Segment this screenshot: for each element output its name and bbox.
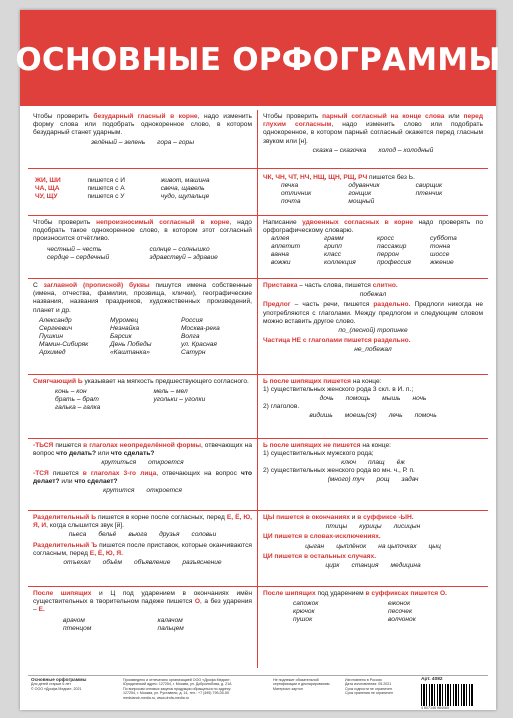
title-banner [15,10,501,106]
word: тонна [430,243,451,251]
highlight: слитно. [372,282,398,289]
example: ключ [341,459,357,467]
highlight: парный согласный на конце слова [322,113,445,120]
word: профессия [377,259,411,267]
highlight: в окончаниях [303,514,350,521]
highlight: Е, Ё, Ю, Я, И [33,514,252,530]
footer-text: Произведено и отпечатано организацией ООО «Дрофа Медиа». [123,678,231,682]
table-row [33,177,252,185]
footer-text: 127254, г. Москва, ул. Руставели, д. 14, тел.: +7 (495) 795-05-50 [123,691,229,696]
word: угольки – уголки [153,396,206,404]
text: пишутся имена собственные (имена, отчества, фамилии, прозвища, клички), географические названия, названия праздников, художественных произведений, планет и др. [33,282,253,314]
rule-silent-consonant [28,216,258,278]
word: коллекция [324,259,356,267]
text: надо проверять по орфографическому словарю. [263,219,483,235]
highlight: Разделительный Ъ [33,541,98,549]
word-list [263,600,483,624]
rule-no-soft-sign-after-sibilants [258,439,488,510]
word: Пушкин [39,332,63,340]
text: Предлоги никогда не употребляются с глаголами. Между предлогом и следующим словом можно вставить другое слово. [263,301,483,325]
rule-o-in-suffixes [258,587,488,668]
example: соловьи [191,531,217,539]
highlight: -ТСЯ [33,469,49,477]
example: гора – горы [157,138,195,146]
rule-tsi [263,553,483,561]
example: не_побежал [354,346,392,354]
text: на конце: [360,442,391,449]
example: цирк [325,562,340,570]
row-2 [28,168,488,215]
word: свирщик [415,182,443,190]
cell: чудо, щупальце [160,193,210,201]
word: «Каштанка» [110,348,150,356]
row-8 [28,586,488,668]
highlight: Ь после шипящих не пишется [263,442,361,449]
example: друзья [159,531,180,539]
word: печка [281,182,299,190]
word: ванна [271,251,289,259]
word: Мамин-Сибиряк [39,340,89,348]
highlight: Ь после шипящих пишется [263,378,352,385]
example: цыплёнок [336,542,367,550]
text: – часть слова, пишется [297,282,373,289]
highlight: в суффиксе -ЫН. [357,514,414,521]
highlight: удвоенных согласных в корне [302,219,414,226]
example: дочь [319,395,334,403]
highlight: в суффиксах пишется [365,590,439,597]
rule-text [263,442,483,450]
example: сердце – сердечный [47,253,110,261]
list-item: 2) глаголов. [263,403,300,411]
word: брать – брат [55,396,99,404]
rule-text [263,378,483,386]
example: мышь [382,395,401,403]
word: ежонок [388,600,411,608]
question: что делать? [56,450,96,458]
rule-tsy-exceptions [263,533,483,541]
footer-text: По вопросам оптовых закупок продукции обращаться по адресу: [123,686,232,691]
cell: ЧА, ЩА [35,185,60,193]
example: солнце – солнышко [149,245,210,253]
example: откроется [146,487,182,495]
highlight: Е. [38,606,45,614]
footer-col-title [28,676,120,707]
example: птицы [325,523,348,531]
text: , надо изменить слово или подобрать однокоренное, в котором парный согласный окажется перед гласным звуком или [н]. [263,121,483,145]
example: ночь [412,395,427,403]
word: Александр [39,316,72,324]
cell: ЧУ, ЩУ [35,193,58,201]
example: видишь [309,412,333,420]
example: курицы [359,523,382,531]
list-item: 1) существительных женского рода 3 скл. в И. п.; [263,386,414,394]
text: пишется после приставок, которые оканчиваются согласным, перед [33,541,252,557]
word: Россия [181,316,203,324]
word: птенцом [63,624,92,632]
rule-particle-ne: Частица НЕ с глаголами пишется раздельно. [263,337,411,345]
word: аппетит [271,243,301,251]
footer-text: Дата изготовления: 05.2021 [345,682,392,687]
rule-chk-chn [258,169,488,215]
example: лисицын [393,523,421,531]
row-6 [28,438,488,510]
word: жжение [430,259,454,267]
example: моешь(ся) [344,412,377,420]
text: – часть речи, пишется [290,301,374,309]
examples [263,395,483,403]
word: Незнайка [110,324,140,332]
word: грамм [324,235,344,243]
rule-preposition [263,301,483,326]
footer-text: Срок годности не ограничен [345,686,392,691]
highlight: в глаголах неопределённой формы [83,442,201,449]
rule-separating-soft [33,514,252,530]
text: , отвечающих на вопрос [156,469,241,477]
imprint-footer [28,675,488,711]
rule-capital-letter [28,279,258,374]
word: пассажир [377,243,407,251]
word: пушок [293,616,313,624]
cell: свеча, щавель [160,185,205,193]
highlight: Предлог [263,301,291,309]
footer-col-dates [342,676,418,707]
word: гонщик [348,190,372,198]
rule-tsy [263,514,483,522]
cell: живот, машина [160,177,210,184]
highlight: Приставка [263,282,298,289]
text: или [444,113,464,120]
word: калачом [157,616,183,624]
word-list [33,317,252,357]
rule-tsya-3rd-person [33,470,252,486]
word: аллея [271,235,290,243]
word: сапожок [293,600,319,608]
text: , а без ударения – [33,598,252,614]
example: разъяснение [182,559,222,567]
text: , надо подобрать такое однокоренное слово, в котором этот согласный произносится отчётливо. [33,219,252,243]
example: крутиться [101,459,137,467]
highlight: раздельно. [373,301,411,309]
footer-col-barcode [418,676,486,711]
text: С [33,282,44,289]
word-list [263,182,483,206]
example: по_(лесной) тропинке [338,327,408,335]
footer-text: © ООО «Дрофа Медиа», 2021 [31,686,82,691]
poster [15,10,501,711]
rule-zhi-shi [28,169,258,215]
row-1 [28,110,488,168]
word: ул. Красная [181,340,217,348]
word: Архимед [39,348,66,356]
example: побежал [359,291,387,299]
word: мощный [348,198,375,206]
examples [33,139,252,147]
word-list [33,617,252,633]
highlight: ЦИ пишется [263,533,303,541]
highlight: ЦИ пишется [263,552,303,560]
text: и [349,514,358,521]
rule-prefix [263,282,483,290]
examples [263,562,483,570]
example: объявление [134,559,171,567]
text: , когда слышится звук [й]. [46,522,124,530]
example: цыц [428,542,441,550]
examples [263,412,483,420]
footer-text: сертификации и декларированию. [273,682,331,687]
highlight: в глаголах 3-го лица [82,469,157,477]
word: Сатурн [181,348,206,356]
example: честный – честь [47,245,102,253]
rule-tsya-tsya [28,439,258,510]
example: цыган [305,542,325,550]
text: пишется [48,469,83,477]
examples [33,487,252,495]
highlight: в словах-исключениях. [302,533,381,541]
rule-paired-consonant [258,110,488,168]
word: Москва-река [181,324,220,332]
highlight: непроизносимый согласный в корне [96,219,230,226]
example: крутится [103,487,135,495]
article-number: Арт. 4082 [421,677,443,682]
question: что сделает? [74,477,118,485]
highlight: О. [438,590,447,597]
example: вьюга [128,531,148,539]
highlight: ЧК, ЧН, ЧТ, НЧ, НЩ, ЩН, РЩ, РЧ [263,174,368,181]
rule-soft-sign [28,375,258,438]
footer-col-publisher [120,676,270,707]
word: конь – кон [55,388,87,396]
text: на конце: [351,378,382,385]
text: и Ц под ударением в окончаниях имён существительных в творительном падеже пишется [33,590,252,606]
footer-text: Юридический адрес: 127254, г. Москва, ул. Добролюбова, д. 21А [123,682,232,687]
word: Волга [181,332,200,340]
highlight: заглавной (прописной) буквы [43,282,150,289]
highlight: Разделительный Ь [33,514,96,521]
rule-text [33,378,252,386]
text: указывает на мягкость предшествующего согласного. [82,378,249,385]
text: пишется [53,442,84,449]
word: песочек [388,608,413,616]
rule-separating-signs [28,511,258,586]
example: помочь [414,412,437,420]
word: Барсик [110,332,132,340]
barcode-number: 4 607146 984065 [421,706,449,711]
rule-text [263,174,483,182]
highlight: Е, Ё, Ю, Я. [89,549,123,557]
question: что сделать? [110,450,155,458]
barcode-icon [421,684,473,706]
example: на цыпочках [378,542,417,550]
footer-text: Материал: картон [273,686,303,691]
word: пальцем [157,624,184,632]
rule-text [33,219,252,244]
rule-text [263,590,483,598]
rule-separating-hard [33,542,252,558]
list-item: 2) существительных женского рода во мн. ч., Р. п. [263,467,415,475]
word: мель – мел [153,388,188,396]
example: (много) туч [327,476,365,484]
examples [33,559,252,567]
highlight: безударный гласный в корне [93,113,198,120]
example: ёж [396,459,405,467]
word: галька – галка [55,404,101,412]
examples [33,459,252,467]
word-list [33,246,252,262]
rule-table [33,177,252,201]
example: холод – холодный [378,146,434,154]
list-item: 1) существительных мужского рода; [263,450,374,458]
word: Муромец [110,316,139,324]
example: здравствуй – здравие [149,253,218,261]
rule-text [33,590,252,615]
examples [263,459,483,467]
table-row [33,193,252,201]
word: крючок [293,608,315,616]
rule-text [263,113,483,146]
word: одуванчик [348,182,380,190]
word: отличник [281,190,312,198]
word: почта [281,198,301,206]
word-list [33,388,252,412]
highlight: в остальных случаях. [302,552,377,560]
rule-text [263,219,483,235]
word: Сергеевич [39,324,73,332]
example: плащ [368,459,385,467]
text: , отвечающих на вопрос [33,442,252,458]
cell: пишется с И [87,177,125,184]
word: волчонок [388,616,416,624]
examples [263,476,483,484]
row-3 [28,215,488,278]
row-4 [28,278,488,374]
example: помощь [345,395,371,403]
example: задач [401,476,419,484]
example: пьеса [68,531,87,539]
rules-grid [28,110,488,668]
footer-text: Для детей старше 6 лет [31,682,71,687]
highlight: -ТЬСЯ [33,442,54,449]
examples [263,523,483,531]
word: грипп [324,243,342,251]
example: бельё [98,531,117,539]
row-7 [28,510,488,586]
word: суббота [430,235,457,243]
highlight: После шипящих [33,590,92,597]
rule-soft-sign-after-sibilants [258,375,488,438]
highlight: После шипящих [263,590,316,597]
rule-tsya-infinitive [33,442,252,458]
rule-tsy-tsi [258,511,488,586]
highlight: перед глухим согласным [263,113,483,129]
text: пишется в корне после согласных, перед [95,514,227,521]
product-title: Основные орфограммы [31,677,87,682]
word: День Победы [110,340,152,348]
example: медицина [390,562,421,570]
word: птенчик [415,190,443,198]
word: врачом [63,616,85,624]
text: пишется без Ь. [367,174,415,181]
footer-text: medsiandr-media.ru, www.drofa-media.ru [123,695,189,700]
text: Чтобы проверить [33,219,97,226]
text: Написание [263,219,303,226]
example: лечь [388,412,403,420]
word-list [263,235,483,267]
cell: пишется с А [87,185,125,193]
word: вожжи [271,259,291,267]
word: шоссе [430,251,450,259]
example: рощ [376,476,390,484]
examples [263,543,483,551]
highlight: Смягчающий Ь [33,378,83,385]
footer-text: Изготовлено в России [345,678,382,682]
example: зелёный – зелень [90,138,146,146]
row-5 [28,374,488,438]
footer-text: Не подлежит обязательной [273,678,319,682]
rule-double-consonant [258,216,488,278]
example: станция [351,562,379,570]
table-row [33,185,252,193]
examples [263,147,483,155]
footer-col-cert [270,676,342,707]
rule-text [33,282,252,315]
text: Чтобы проверить [263,113,323,120]
word: перрон [377,251,399,259]
text: или [96,450,111,458]
examples [33,531,252,539]
example: откроется [148,459,184,467]
highlight: ЦЫ пишется [263,514,304,521]
cell: пишется с У [87,193,125,201]
text: Чтобы проверить [33,113,94,120]
example: отъехал [63,559,91,567]
text: , надо изменить форму слова или подобрать однокоренное слово, в котором безударный станет ударным. [33,113,252,137]
rule-prefix-preposition [258,279,488,374]
rule-o-e-after-sibilants [28,587,258,668]
example: объём [102,559,123,567]
page-title: ОСНОВНЫЕ ОРФОГРАММЫ [15,42,501,78]
text: под ударением [315,590,366,597]
rule-unstressed-vowel [28,110,258,168]
text: или [59,477,75,485]
word: кросс [377,235,395,243]
question: что делает? [33,469,252,485]
cell: ЖИ, ШИ [35,177,61,184]
rule-text [33,113,252,138]
word: класс [324,251,342,259]
footer-text: Срок хранения не ограничен [345,691,394,696]
example: сказка – сказочка [312,146,367,154]
highlight: О [194,598,201,606]
